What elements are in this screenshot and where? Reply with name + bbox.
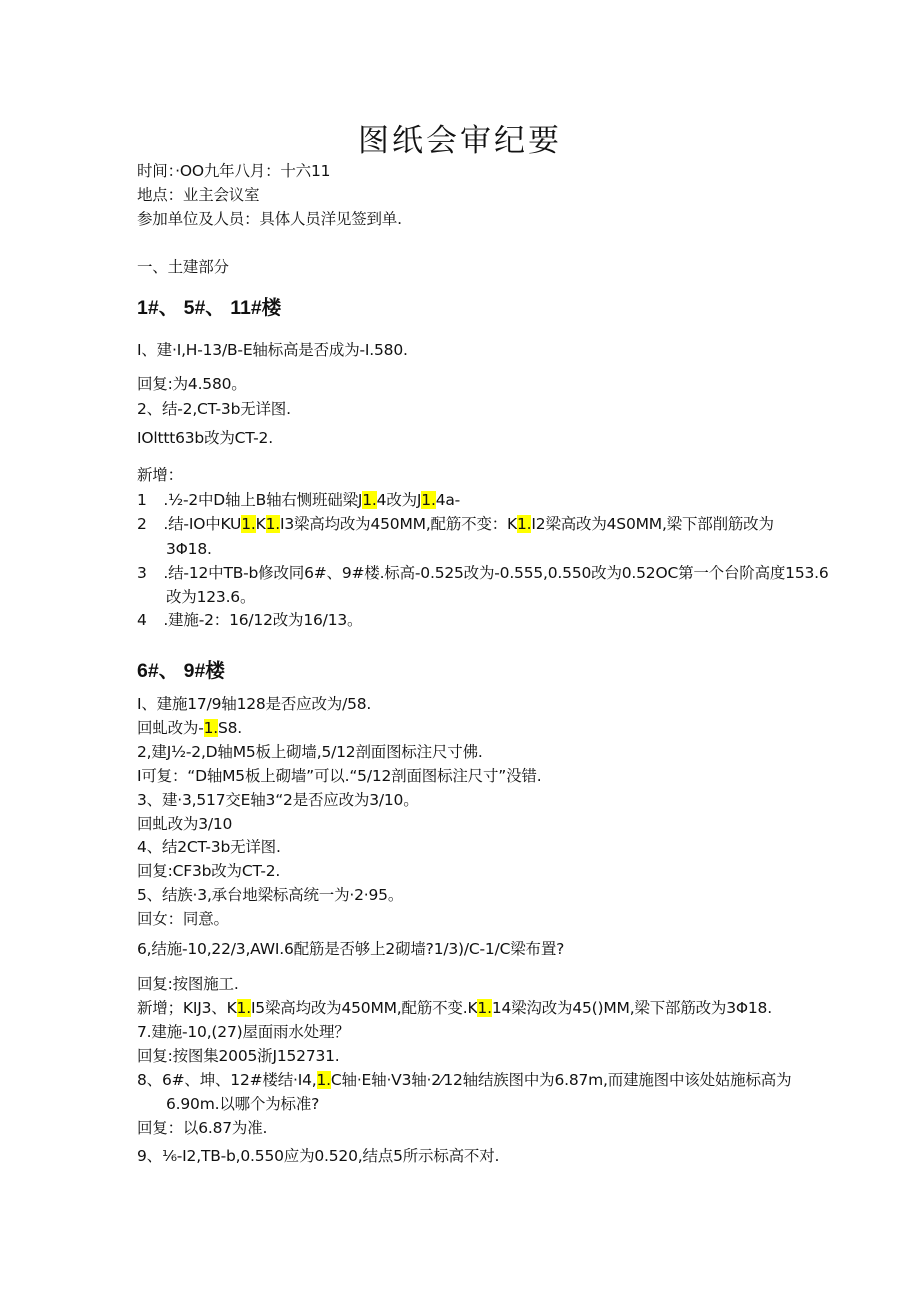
part-heading: 一、土建部分 [137,258,229,276]
list-item-number: 1 [137,491,147,509]
highlight: 1. [316,1071,331,1089]
list-item-continuation: 改为123.6。 [166,588,256,606]
section-heading-6-9: 6#、 9#楼 [137,660,225,682]
question-line: 4、结2CT-3b无详图. [137,838,281,856]
meeting-time: 时间：·OO九年八月：十六11 [137,162,331,180]
list-item: 2 .结-IO中KU1.K1.I3梁高均改为450MM,配筋不变：K1.I2梁高改为4S0MM,梁下部削筋改为 [137,515,774,533]
list-item: 3 .结-12中TB-b修改同6#、9#楼.标高-0.525改为-0.555,0.550改为0.52OC第一个台阶高度153.6 [137,564,829,582]
highlight: 1. [265,515,280,533]
list-item-number: 2 [137,515,147,533]
question-line: 5、结族·3,承台地梁标高统一为·2·95。 [137,886,404,904]
answer-line: 回复:按图集2005浙J152731. [137,1047,340,1065]
highlight: 1. [477,999,492,1017]
list-item: 4 .建施-2：16/12改为16/13。 [137,611,363,629]
question-line: 7.建施-10,(27)屋面雨水处理？ [137,1023,350,1041]
answer-line: 回虬改为-1.S8. [137,719,243,737]
answer-line: I可复：“D轴M5板上砌墙”可以.“5/12剖面图标注尺寸”没错. [137,767,542,785]
answer-line: 回复:CF3b改为CT-2. [137,862,281,880]
question-line: 3、建·3,517交E轴3“2是否应改为3/10。 [137,791,419,809]
answer-line: 回复：以6.87为准. [137,1119,268,1137]
question-line: I、建施17/9轴128是否应改为/58. [137,695,372,713]
answer-line: 回虬改为3/10 [137,815,233,833]
highlight: 1. [241,515,256,533]
highlight: 1. [236,999,251,1017]
highlight: 1. [421,491,436,509]
answer-line: IOlttt63b改为CT-2. [137,429,273,447]
question-continuation: 6.90m.以哪个为标准? [166,1095,320,1113]
document-title: 图纸会审纪要 [358,123,562,159]
answer-line: 回女：同意。 [137,910,229,928]
question-line: 9、⅙-I2,TB-b,0.550应为0.520,结点5所示标高不对. [137,1147,500,1165]
question-line: 2、结-2,CT-3b无详图. [137,400,291,418]
highlight: 1. [203,719,218,737]
list-item-continuation: 3Φ18. [166,540,212,558]
list-item-number: 3 [137,564,147,582]
answer-line: 回复:为4.580。 [137,375,247,393]
question-line: 6,结施-10,22/3,AWI.6配筋是否够上2砌墙?1/3)/C-1/C梁布置? [137,940,565,958]
highlight: 1. [362,491,377,509]
meeting-place: 地点：业主会议室 [137,186,260,204]
question-line: I、建·I,H-13/B-E轴标高是否成为-I.580. [137,341,408,359]
new-item-line: 新增；KIJ3、K1.I5梁高均改为450MM,配筋不变.K1.14梁沟改为45()MM,梁下部筋改为3Φ18. [137,999,772,1017]
answer-line: 回复:按图施工. [137,975,239,993]
meeting-attendees: 参加单位及人员：具体人员洋见签到单. [137,210,402,228]
section-heading-1-5-11: 1#、 5#、 11#楼 [137,297,282,319]
list-item-number: 4 [137,611,147,629]
new-items-label: 新增： [137,466,183,484]
question-line: 2,建J½-2,D轴M5板上砌墙,5/12剖面图标注尺寸佛. [137,743,483,761]
highlight: 1. [517,515,532,533]
list-item: 1 .½-2中D轴上B轴右恻班础梁J1.4改为J1.4a- [137,491,461,509]
question-line: 8、6#、坤、12#楼结·I4,1.C轴·E轴·V3轴·2⁄12轴结族图中为6.87m,而建施图中该处姑施标高为 [137,1071,792,1089]
